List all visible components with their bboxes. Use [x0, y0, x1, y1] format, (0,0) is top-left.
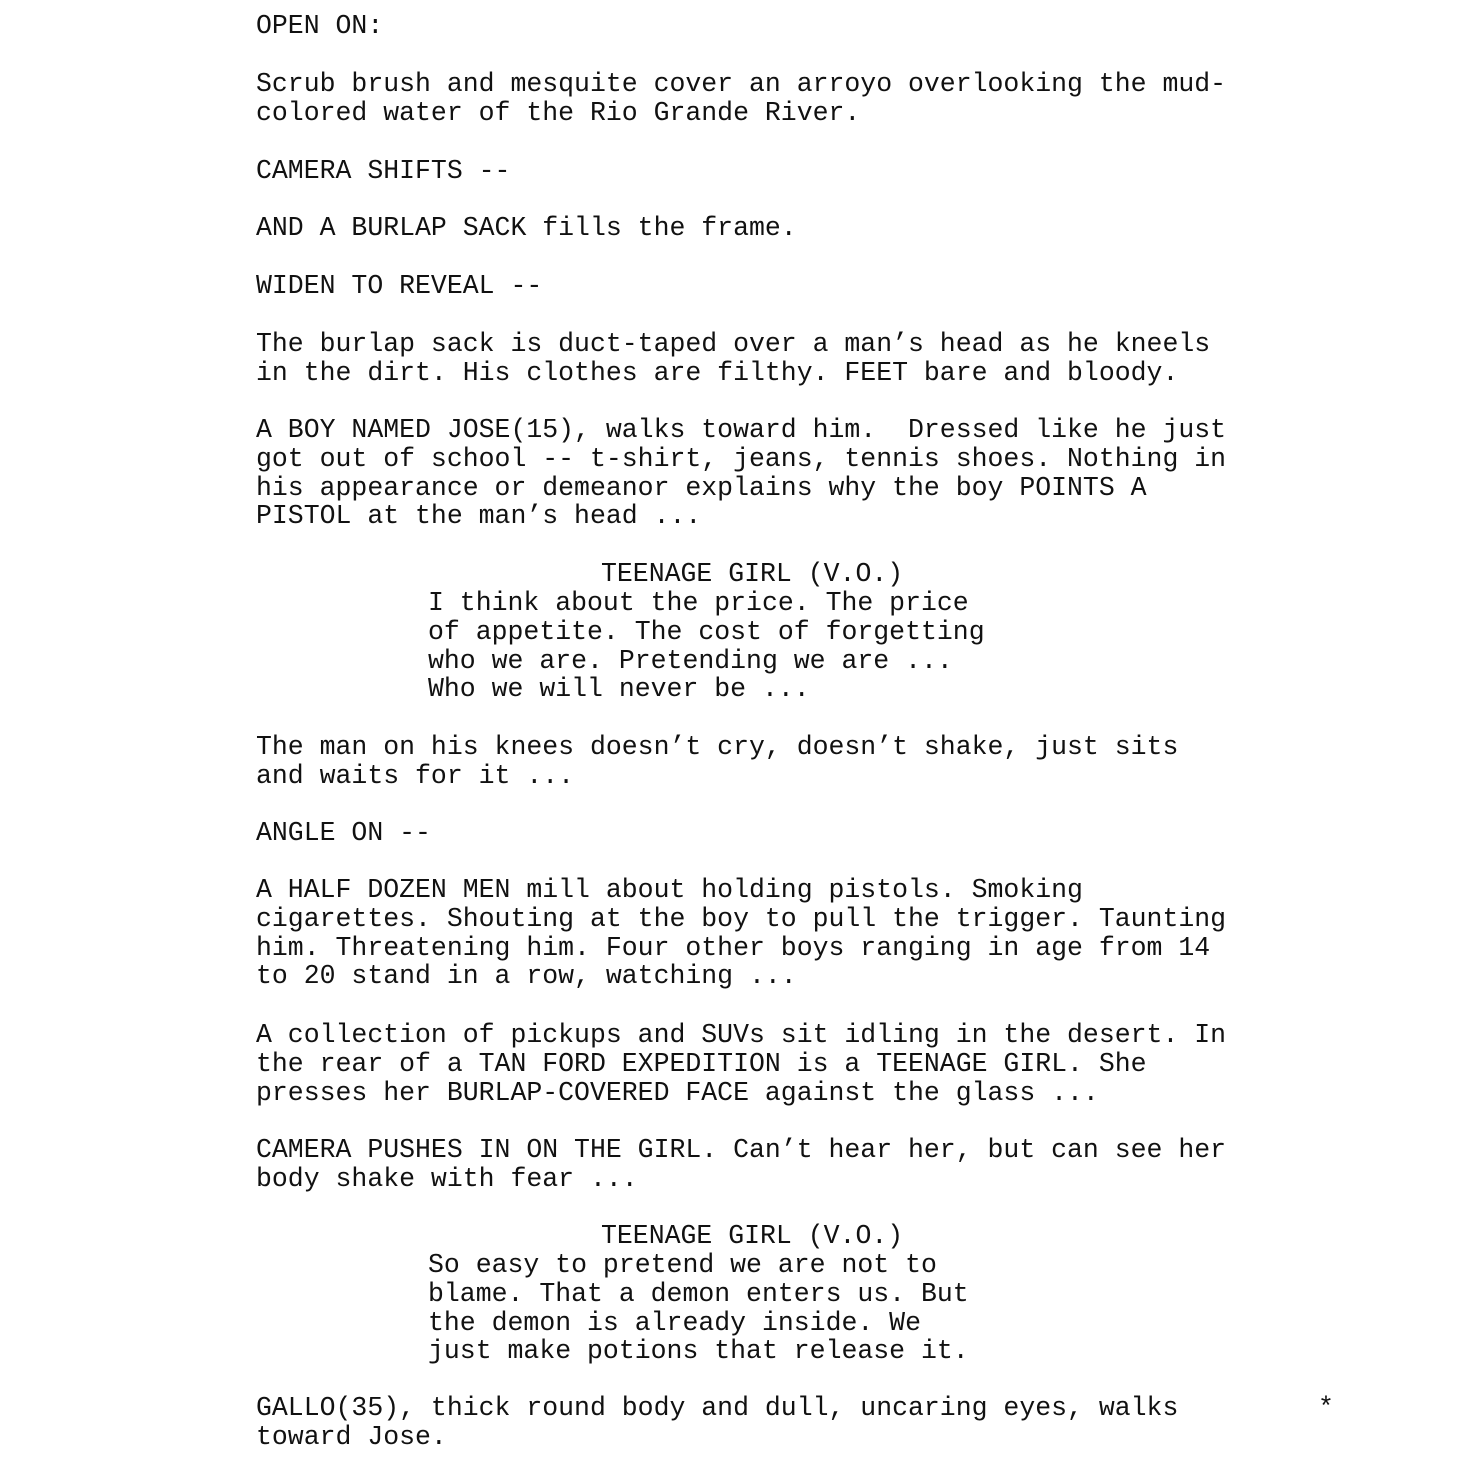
action-angle-on: ANGLE ON --	[256, 818, 431, 848]
action-duct-taped: The burlap sack is duct-taped over a man’s head as he kneels in the dirt. His clothes are filthy. FEET bare and bloody.	[256, 329, 1211, 388]
revision-asterisk: *	[1318, 1393, 1334, 1423]
action-half-dozen-men: A HALF DOZEN MEN mill about holding pistols. Smoking cigarettes. Shouting at the boy to pull the trigger. Taunting him. Threatening him. Four other boys ranging in age from 14 to 20 stand in a row, watching ...	[256, 875, 1227, 992]
action-camera-shifts: CAMERA SHIFTS --	[256, 156, 511, 186]
action-boy-named-jose: A BOY NAMED JOSE(15), walks toward him. Dressed like he just got out of school -- t-shirt, jeans, tennis shoes. Nothing in his appearance or demeanor explains why the boy POINTS A PISTOL at the man’s head ...	[256, 415, 1227, 532]
character-cue-teenage-girl: TEENAGE GIRL (V.O.)	[601, 559, 904, 589]
dialogue-price-of-appetite: I think about the price. The price of appetite. The cost of forgetting who we are. Pretending we are ... Who we will never be ...	[428, 588, 985, 705]
action-scrub-brush: Scrub brush and mesquite cover an arroyo overlooking the mud- colored water of the Rio Grande River.	[256, 69, 1227, 128]
action-widen-to-reveal: WIDEN TO REVEAL --	[256, 271, 543, 301]
action-gallo: GALLO(35), thick round body and dull, uncaring eyes, walks toward Jose.	[256, 1393, 1179, 1452]
action-pickups-suvs: A collection of pickups and SUVs sit idling in the desert. In the rear of a TAN FORD EXPEDITION is a TEENAGE GIRL. She presses her BURLAP-COVERED FACE against the glass ...	[256, 1020, 1227, 1108]
character-cue-teenage-girl-2: TEENAGE GIRL (V.O.)	[601, 1221, 904, 1251]
action-open-on: OPEN ON:	[256, 11, 384, 41]
action-man-on-knees: The man on his knees doesn’t cry, doesn’t shake, just sits and waits for it ...	[256, 732, 1179, 791]
action-camera-pushes-in: CAMERA PUSHES IN ON THE GIRL. Can’t hear her, but can see her body shake with fear ...	[256, 1135, 1227, 1194]
dialogue-easy-to-pretend: So easy to pretend we are not to blame. That a demon enters us. But the demon is already inside. We just make potions that release it.	[428, 1250, 969, 1367]
action-burlap-sack: AND A BURLAP SACK fills the frame.	[256, 213, 797, 243]
